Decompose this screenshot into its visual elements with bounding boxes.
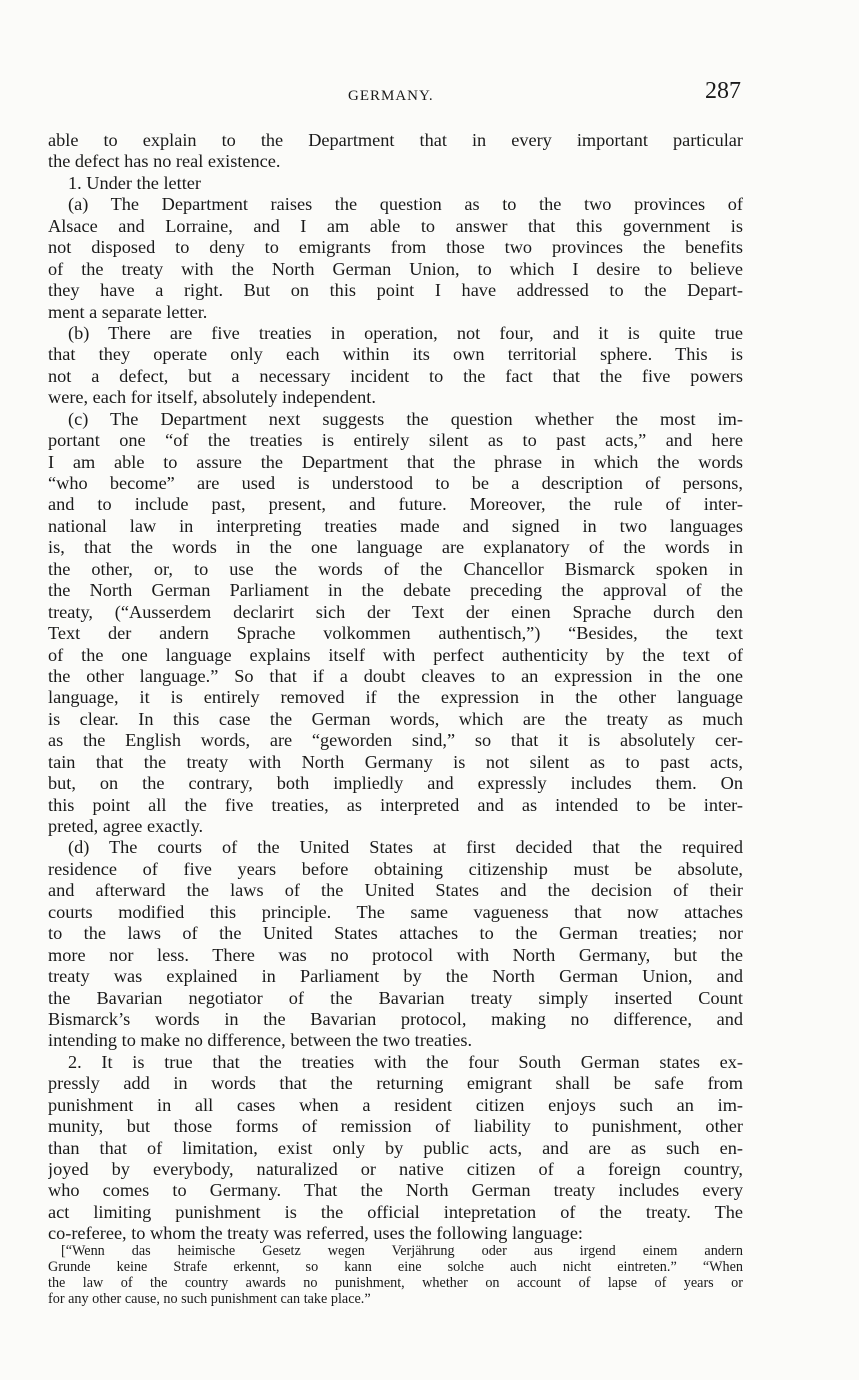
text-line: the other, or, to use the words of the Chancellor Bismarck spoken in <box>48 558 743 579</box>
text-line: tain that the treaty with North Germany is not silent as to past acts, <box>48 751 743 772</box>
text-line: intending to make no difference, between the two treaties. <box>48 1030 473 1051</box>
text-line: not a defect, but a necessary incident to the fact that the five powers <box>48 365 743 386</box>
text-line: punishment in all cases when a resident citizen enjoys such an im- <box>48 1094 743 1115</box>
text-line: munity, but those forms of remission of liability to punishment, other <box>48 1116 743 1137</box>
text-line: as the English words, are “geworden sind,” so that it is absolutely cer- <box>48 730 743 751</box>
text-line: the North German Parliament in the debate preceding the approval of the <box>48 580 743 601</box>
text-line: and afterward the laws of the United States and the decision of their <box>48 880 743 901</box>
text-line: 2. It is true that the treaties with the four South German states ex- <box>68 1051 743 1072</box>
footnote-line: for any other cause, no such punishment can take place.” <box>48 1291 371 1307</box>
text-line: courts modified this principle. The same vagueness that now attaches <box>48 901 743 922</box>
text-line: Bismarck’s words in the Bavarian protocol, making no difference, and <box>48 1008 743 1029</box>
text-line: treaty was explained in Parliament by the North German Union, and <box>48 966 743 987</box>
text-line: the Bavarian negotiator of the Bavarian treaty simply inserted Count <box>48 987 743 1008</box>
footnote-line: [“Wenn das heimische Gesetz wegen Verjährung oder aus irgend einem andern <box>61 1243 743 1259</box>
text-line: preted, agree exactly. <box>48 816 204 836</box>
text-line: Text der andern Sprache volkommen authentisch,”) “Besides, the text <box>48 623 743 644</box>
text-line: is clear. In this case the German words, which are the treaty as much <box>48 708 743 729</box>
footnote-block <box>48 1243 743 1307</box>
text-line: the defect has no real existence. <box>48 151 281 172</box>
text-line: and to include past, present, and future. Moreover, the rule of inter- <box>48 494 743 515</box>
page-header <box>48 78 741 108</box>
text-line: national law in interpreting treaties made and signed in two languages <box>48 515 743 536</box>
body-text <box>48 130 743 1245</box>
text-line: “who become” are used is understood to be a description of persons, <box>48 473 743 493</box>
page-number: 287 <box>705 78 741 104</box>
text-line: not disposed to deny to emigrants from those two provinces the benefits <box>48 237 743 258</box>
text-line: more nor less. There was no protocol with North Germany, but the <box>48 944 743 965</box>
text-line: they have a right. But on this point I have addressed to the Depart- <box>48 280 743 301</box>
text-line: this point all the five treaties, as interpreted and as intended to be inter- <box>48 794 743 815</box>
text-line: that they operate only each within its own territorial sphere. This is <box>48 344 743 365</box>
text-line: act limiting punishment is the official intepretation of the treaty. The <box>48 1201 743 1222</box>
text-line: able to explain to the Department that in every important particular <box>48 130 743 150</box>
text-line: I am able to assure the Department that the phrase in which the words <box>48 451 743 472</box>
text-line: to the laws of the United States attaches to the German treaties; nor <box>48 923 743 944</box>
footnote-line: the law of the country awards no punishment, whether on account of lapse of years or <box>48 1275 743 1291</box>
text-line: were, each for itself, absolutely independent. <box>48 387 376 408</box>
text-line: of the treaty with the North German Union, to which I desire to believe <box>48 258 743 279</box>
text-line: of the one language explains itself with perfect authenticity by the text of <box>48 644 743 665</box>
running-title: GERMANY. <box>348 88 434 104</box>
text-line: than that of limitation, exist only by public acts, and are as such en- <box>48 1137 743 1158</box>
text-line: (a) The Department raises the question as to the two provinces of <box>68 194 743 215</box>
text-line: Alsace and Lorraine, and I am able to answer that this government is <box>48 215 743 236</box>
footnote-line: Grunde keine Strafe erkennt, so kann eine solche auch nicht eintreten.” “When <box>48 1259 743 1275</box>
text-line: language, it is entirely removed if the expression in the other language <box>48 687 743 708</box>
text-line: treaty, (“Ausserdem declarirt sich der Text der einen Sprache durch den <box>48 601 743 622</box>
text-line: (c) The Department next suggests the question whether the most im- <box>68 408 743 429</box>
text-line: pressly add in words that the returning emigrant shall be safe from <box>48 1073 743 1094</box>
text-line: portant one “of the treaties is entirely silent as to past acts,” and here <box>48 430 743 451</box>
text-line: joyed by everybody, naturalized or native citizen of a foreign country, <box>48 1159 743 1179</box>
text-line: who comes to Germany. That the North German treaty includes every <box>48 1180 743 1201</box>
text-line: residence of five years before obtaining citizenship must be absolute, <box>48 858 743 879</box>
text-line: ment a separate letter. <box>48 301 208 322</box>
text-line: 1. Under the letter <box>68 172 201 193</box>
text-line: (d) The courts of the United States at first decided that the required <box>68 837 743 858</box>
text-line: the other language.” So that if a doubt cleaves to an expression in the one <box>48 665 743 686</box>
text-line: but, on the contrary, both impliedly and expressly includes them. On <box>48 773 743 794</box>
text-line: (b) There are five treaties in operation, not four, and it is quite true <box>68 322 743 343</box>
text-line: is, that the words in the one language are explanatory of the words in <box>48 537 743 558</box>
text-line: co-referee, to whom the treaty was referred, uses the following language: <box>48 1223 584 1244</box>
